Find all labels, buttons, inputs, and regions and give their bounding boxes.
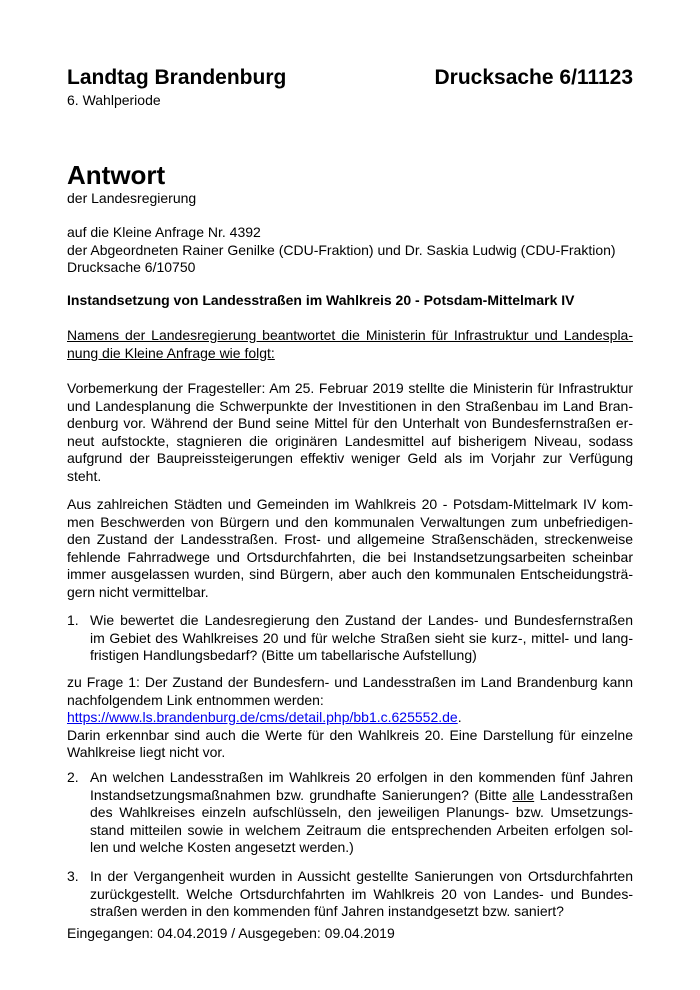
intro-statement bbox=[67, 327, 633, 362]
answer-line: Darin erkennbar sind auch die Werte für den Wahlkreis 20. Eine Darstellung für einzelne bbox=[67, 726, 633, 743]
document-page bbox=[67, 0, 633, 990]
question-number: 2. bbox=[67, 769, 79, 785]
link-suffix: . bbox=[457, 709, 462, 725]
question-line-part: Landesstraßen bbox=[534, 786, 633, 803]
paragraph-line: denburg vor. Während der Bund seine Mittel für den Unterhalt von Bundesfernstraßen er- bbox=[67, 415, 633, 431]
reference-line: der Abgeordneten Rainer Genilke (CDU-Fraktion) und Dr. Saskia Ludwig (CDU-Fraktion) bbox=[67, 241, 616, 258]
question-line: straßen werden in den kommenden fünf Jahren instandgesetzt bzw. saniert? bbox=[90, 903, 564, 919]
paragraph-line: steht. bbox=[67, 467, 102, 484]
issuer-line bbox=[67, 190, 633, 208]
paragraph-line: gern nicht vermittelbar. bbox=[67, 583, 209, 600]
question-2 bbox=[67, 769, 633, 857]
subject-heading bbox=[67, 292, 633, 310]
reference-line: Drucksache 6/10750 bbox=[67, 259, 196, 275]
paragraph-line: und Landesplanung die Schwerpunkte der Investitionen in den Straßenbau im Land Bran- bbox=[67, 397, 633, 414]
paragraph-line: Aus zahlreichen Städten und Gemeinden im Wahlkreis 20 - Potsdam-Mittelmark IV kom- bbox=[67, 496, 633, 512]
question-text bbox=[90, 769, 633, 857]
drucksache-number: Drucksache 6/11123 bbox=[434, 66, 633, 89]
question-line: In der Vergangenheit wurden in Aussicht gestellte Sanierungen von Ortsdurchfahrten bbox=[90, 868, 633, 884]
question-number: 1. bbox=[67, 612, 79, 628]
institution-name: Landtag Brandenburg bbox=[67, 66, 287, 89]
paragraph-line: neut aufstockte, stagnieren die originären Landesmittel auf bisherigem Niveau, sodass bbox=[67, 432, 633, 449]
question-line: fristigen Handlungsbedarf? (Bitte um tabellarische Aufstellung) bbox=[90, 647, 477, 663]
preamble-paragraph-1 bbox=[67, 380, 633, 485]
question-line-part: Instandsetzungsmaßnahmen bzw. grundhafte Sanierungen? (Bitte bbox=[90, 786, 513, 803]
paragraph-line: men Beschwerden von Bürgern und den kommunalen Verwaltungen zum unbefriedigen- bbox=[67, 513, 633, 530]
emphasis-all: alle bbox=[512, 786, 535, 803]
question-text bbox=[90, 868, 633, 921]
reference-block bbox=[67, 224, 633, 277]
paragraph-line: fehlende Fahrradwege und Ortsdurchfahrten, die bei Instandsetzungsarbeiten scheinbar bbox=[67, 548, 633, 565]
question-line: des Wahlkreises einzeln aufschlüsseln, den jeweiligen Planungs- bzw. Umsetzungs- bbox=[90, 804, 633, 820]
condition-report-link[interactable]: https://www.ls.brandenburg.de/cms/detail.php/bb1.c.625552.de bbox=[67, 709, 458, 725]
question-1 bbox=[67, 612, 633, 665]
answer-link-line bbox=[67, 709, 633, 727]
subject-text: Instandsetzung von Landesstraßen im Wahlkreis 20 - Potsdam-Mittelmark IV bbox=[67, 292, 575, 308]
election-period: 6. Wahlperiode bbox=[67, 92, 161, 108]
question-line: len und welche Kosten angesetzt werden.) bbox=[90, 839, 354, 855]
question-line: stand mitteilen sowie in welchem Zeitraum die entsprechenden Arbeiten erfolgen sol- bbox=[90, 821, 633, 838]
question-line: An welchen Landesstraßen im Wahlkreis 20 erfolgen in den kommenden fünf Jahren bbox=[90, 769, 633, 785]
question-line bbox=[90, 787, 633, 805]
answer-line: nachfolgendem Link entnommen werden: bbox=[67, 691, 324, 708]
issuer-text: der Landesregierung bbox=[67, 190, 197, 206]
intro-line: Namens der Landesregierung beantwortet die Ministerin für Infrastruktur und Landespla- bbox=[67, 327, 633, 343]
answer-line: Wahlkreise liegt nicht vor. bbox=[67, 744, 226, 760]
question-line: Wie bewertet die Landesregierung den Zustand der Landes- und Bundesfernstraßen bbox=[90, 612, 633, 628]
intro-line: nung die Kleine Anfrage wie folgt: bbox=[67, 344, 275, 361]
answer-1 bbox=[67, 674, 633, 762]
reference-line: auf die Kleine Anfrage Nr. 4392 bbox=[67, 224, 261, 240]
received-issued-dates: Eingegangen: 04.04.2019 / Ausgegeben: 09.04.2019 bbox=[67, 925, 395, 941]
question-line: im Gebiet des Wahlkreises 20 und für welche Straßen sieht sie kurz-, mittel- und lang- bbox=[90, 629, 633, 646]
paragraph-line: den Zustand der Landesstraßen. Frost- und allgemeine Straßenschäden, streckenweise bbox=[67, 531, 633, 547]
document-footer bbox=[67, 925, 633, 943]
answer-line: zu Frage 1: Der Zustand der Bundesfern- und Landesstraßen im Land Brandenburg kann bbox=[67, 674, 633, 690]
paragraph-line: immer ausgelassen wurden, sind Bürgern, aber auch den kommunalen Entscheidungsträ- bbox=[67, 566, 633, 582]
question-text bbox=[90, 612, 633, 665]
question-number: 3. bbox=[67, 868, 79, 884]
paragraph-line: aufgrund der Baupreissteigerungen effektiv weniger Geld als im Vorjahr zur Verfügung bbox=[67, 450, 633, 466]
paragraph-line: Vorbemerkung der Fragesteller: Am 25. Februar 2019 stellte die Ministerin für Infrastruktur bbox=[67, 380, 633, 396]
question-3 bbox=[67, 868, 633, 921]
question-line: zurückgestellt. Welche Ortsdurchfahrten im Wahlkreis 20 von Landes- und Bundes- bbox=[90, 885, 633, 902]
document-type-title: Antwort bbox=[67, 160, 166, 190]
document-header bbox=[67, 66, 633, 94]
preamble-paragraph-2 bbox=[67, 496, 633, 601]
